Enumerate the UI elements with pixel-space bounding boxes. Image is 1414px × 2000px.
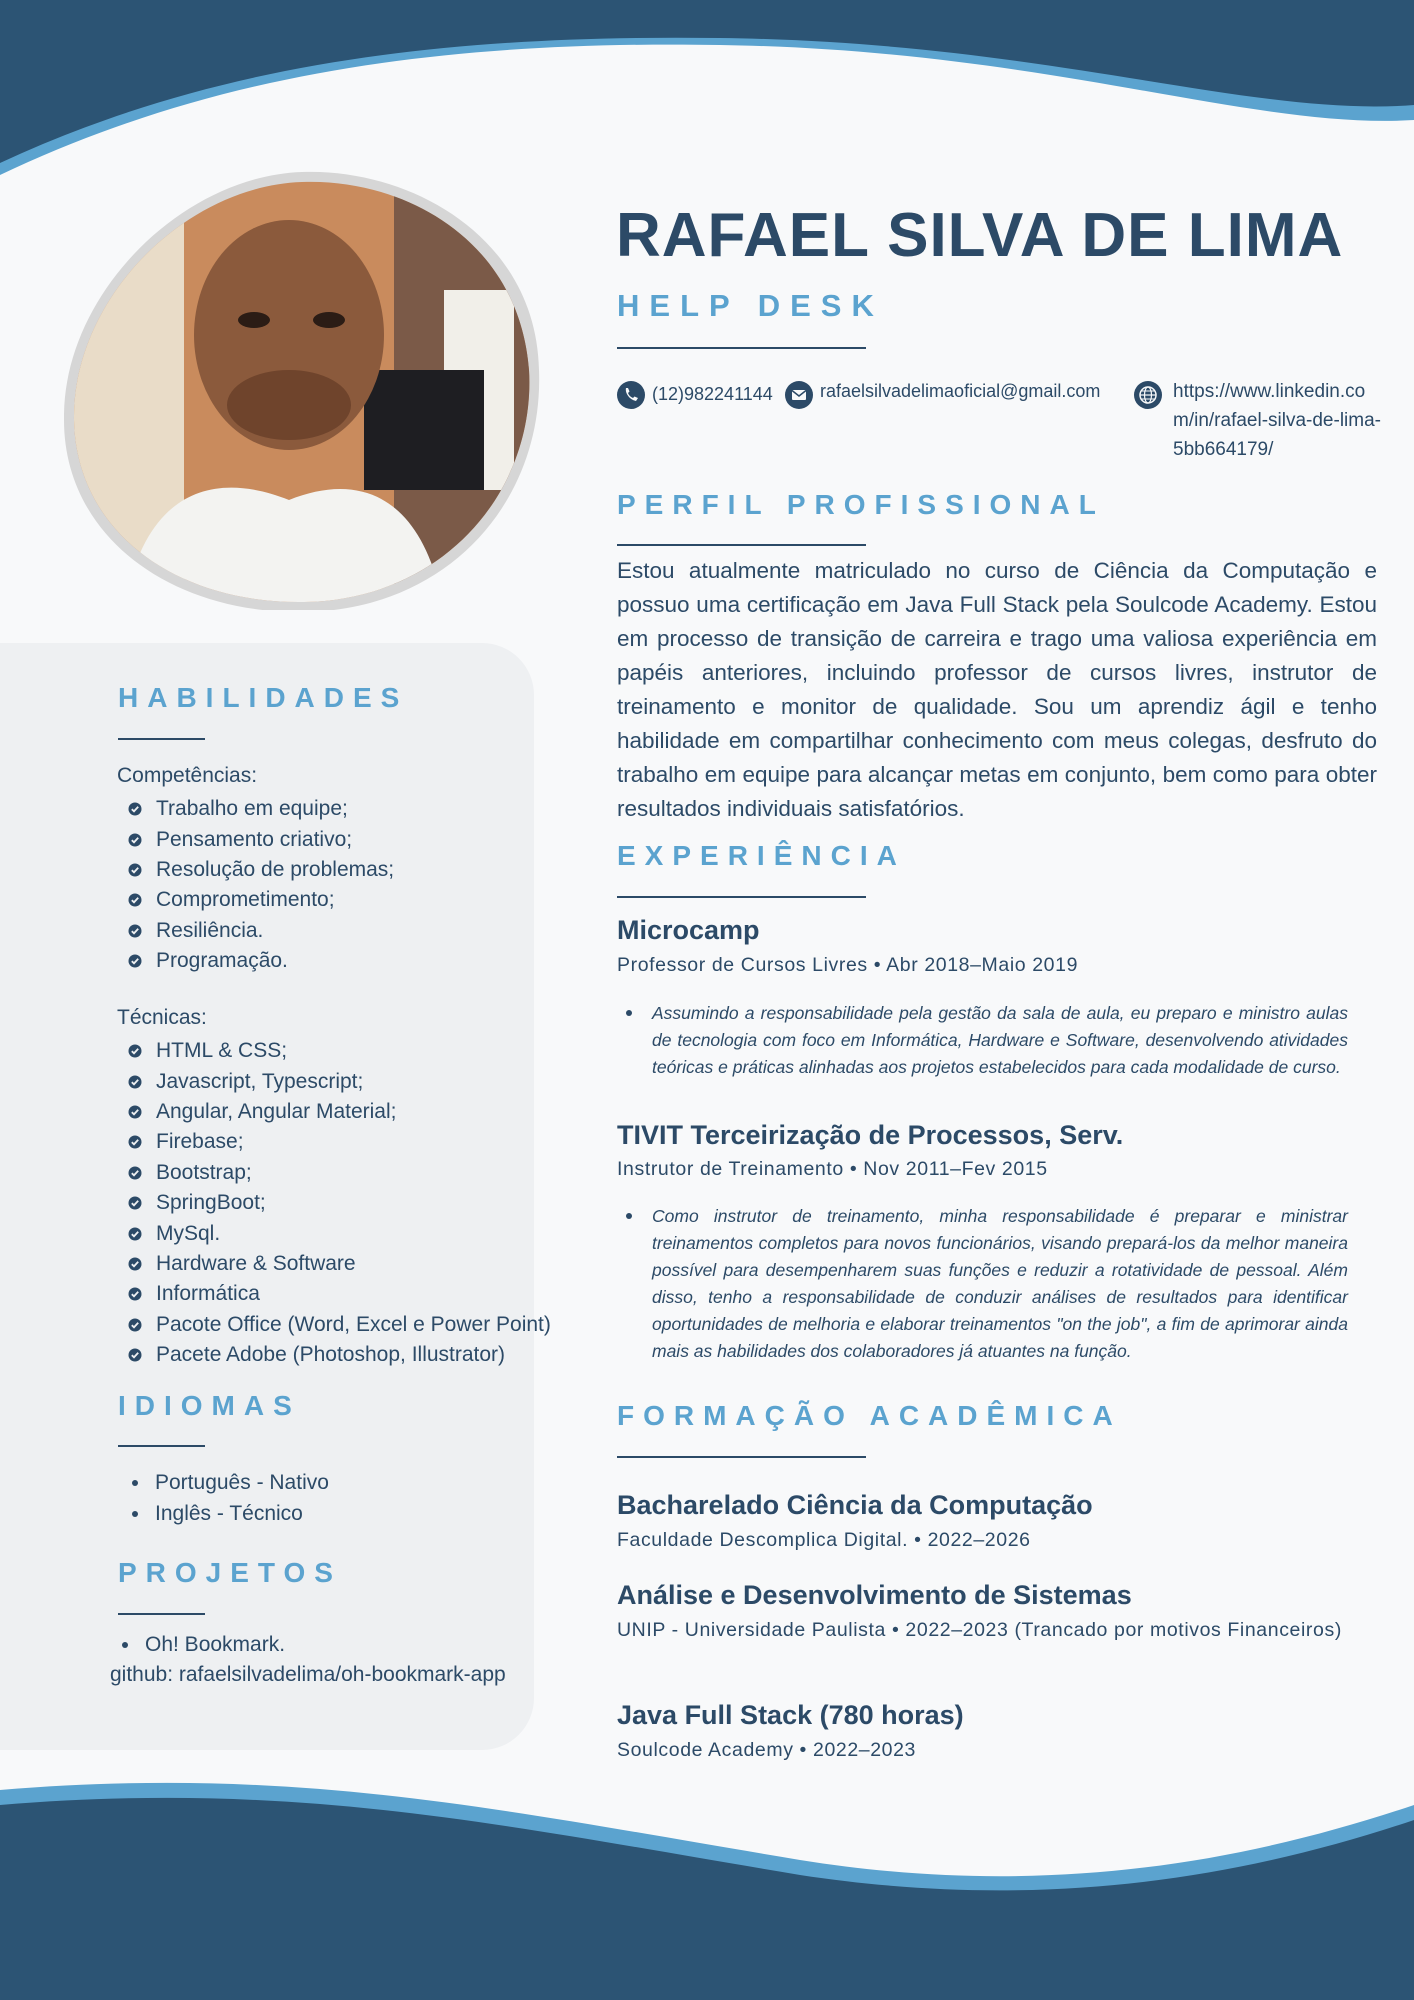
projects-section-title: PROJETOS — [118, 1557, 342, 1588]
list-item — [128, 794, 394, 824]
contact-phone[interactable] — [616, 380, 773, 410]
skill-label: Pacete Adobe (Photoshop, Illustrator) — [156, 1343, 506, 1367]
phone-icon — [616, 380, 646, 410]
list-item — [128, 1158, 551, 1188]
list-item — [122, 1630, 285, 1660]
list-item — [128, 1036, 551, 1066]
job-company: Microcamp — [617, 915, 760, 945]
check-circle-icon — [128, 1196, 142, 1210]
check-circle-icon — [128, 1166, 142, 1180]
list-item — [128, 1188, 551, 1218]
languages-list — [132, 1468, 329, 1529]
competencias-label: Competências: — [117, 764, 258, 787]
check-circle-icon — [128, 802, 142, 816]
phone-number: (12)982241144 — [652, 384, 773, 404]
skills-section-title: HABILIDADES — [118, 682, 409, 713]
linkedin-line: https://www.linkedin.co — [1173, 381, 1366, 402]
projects-list — [122, 1630, 285, 1660]
skill-label: Pensamento criativo; — [156, 827, 353, 851]
check-circle-icon — [128, 1044, 142, 1058]
check-circle-icon — [128, 1105, 142, 1119]
check-circle-icon — [128, 1318, 142, 1332]
list-item — [128, 855, 394, 885]
bullet-dot — [626, 1213, 632, 1219]
check-circle-icon — [128, 954, 142, 968]
check-circle-icon — [128, 1227, 142, 1241]
education-meta: Soulcode Academy • 2022–2023 — [617, 1739, 917, 1761]
skills-title-underline — [118, 738, 205, 740]
job-description-text: Assumindo a responsabilidade pela gestão da sala de aula, eu preparo e ministro aulas de tecnologia com foco em Informática, Hardware e Software, desenvolvendo atividades teóricas e práticas alinhadas aos projetos estabelecidos para cada modalidade de curso. — [652, 1003, 1348, 1077]
profile-photo — [64, 170, 540, 610]
profile-summary: Estou atualmente matriculado no curso de Ciência da Computação e possuo uma certificação em Java Full Stack pela Soulcode Academy. Estou em processo de transição de carreira e trago uma valiosa experiência em papéis anteriores, incluindo professor de cursos livres, instrutor de treinamento e monitor de qualidade. Sou um aprendiz ágil e tenho habilidade em compartilhar conhecimento com meus colegas, desfruto do trabalho em equipe para alcançar metas em conjunto, bem como para obter resultados individuais satisfatórios. — [617, 558, 1377, 821]
check-circle-icon — [128, 924, 142, 938]
education-meta: UNIP - Universidade Paulista • 2022–2023 (Trancado por motivos Financeiros) — [617, 1619, 1342, 1641]
job-description — [626, 1000, 1348, 1081]
skill-label: Javascript, Typescript; — [156, 1069, 364, 1093]
candidate-role: HELP DESK — [617, 288, 884, 323]
mail-icon — [784, 380, 814, 410]
list-item — [128, 1218, 551, 1248]
skill-label: Comprometimento; — [156, 888, 335, 912]
languages-title-underline — [118, 1445, 205, 1447]
job-description — [626, 1203, 1348, 1365]
check-circle-icon — [128, 1287, 142, 1301]
linkedin-url — [1173, 377, 1381, 464]
job-company: TIVIT Terceirização de Processos, Serv. — [617, 1120, 1124, 1150]
skill-label: Trabalho em equipe; — [156, 797, 348, 821]
projects-title-underline — [118, 1613, 205, 1615]
list-item — [128, 1249, 551, 1279]
skill-label: SpringBoot; — [156, 1191, 266, 1215]
profile-title-underline — [617, 544, 866, 546]
skill-label: Resolução de problemas; — [156, 857, 395, 881]
email-address: rafaelsilvadelimaoficial@gmail.com — [820, 381, 1101, 401]
skill-label: Resiliência. — [156, 918, 264, 942]
linkedin-line: m/in/rafael-silva-de-lima- — [1173, 410, 1381, 431]
skill-label: HTML & CSS; — [156, 1039, 288, 1063]
language-label: Português - Nativo — [155, 1471, 329, 1495]
education-degree: Java Full Stack (780 horas) — [617, 1700, 964, 1730]
contact-linkedin[interactable] — [1133, 380, 1381, 464]
header-underline — [617, 347, 866, 349]
education-degree: Bacharelado Ciência da Computação — [617, 1490, 1093, 1520]
skill-label: Programação. — [156, 949, 288, 973]
contact-email[interactable] — [784, 380, 1100, 410]
list-item — [128, 824, 394, 854]
skill-label: Angular, Angular Material; — [156, 1099, 397, 1123]
list-item — [128, 1310, 551, 1340]
check-circle-icon — [128, 1257, 142, 1271]
check-circle-icon — [128, 833, 142, 847]
check-circle-icon — [128, 1075, 142, 1089]
list-item — [132, 1468, 329, 1498]
tecnicas-list — [128, 1036, 551, 1370]
bullet-dot — [122, 1642, 128, 1648]
job-meta: Professor de Cursos Livres • Abr 2018–Maio 2019 — [617, 954, 1079, 976]
bullet-dot — [132, 1511, 138, 1517]
experience-section-title: EXPERIÊNCIA — [617, 840, 906, 871]
experience-title-underline — [617, 896, 866, 898]
list-item — [132, 1498, 329, 1528]
skill-label: MySql. — [156, 1221, 221, 1245]
bullet-dot — [626, 1010, 632, 1016]
education-title-underline — [617, 1456, 866, 1458]
skill-label: Informática — [156, 1282, 260, 1306]
languages-section-title: IDIOMAS — [118, 1390, 301, 1421]
education-degree: Análise e Desenvolvimento de Sistemas — [617, 1580, 1132, 1610]
candidate-name: RAFAEL SILVA DE LIMA — [616, 201, 1344, 270]
globe-icon — [1133, 380, 1163, 410]
profile-section-title: PERFIL PROFISSIONAL — [617, 489, 1105, 520]
language-label: Inglês - Técnico — [155, 1501, 303, 1525]
project-name: Oh! Bookmark. — [145, 1633, 286, 1657]
education-meta: Faculdade Descomplica Digital. • 2022–2026 — [617, 1529, 1031, 1551]
list-item — [128, 916, 394, 946]
tecnicas-label: Técnicas: — [117, 1006, 207, 1029]
list-item — [128, 885, 394, 915]
list-item — [128, 1279, 551, 1309]
job-description-text: Como instrutor de treinamento, minha responsabilidade é preparar e ministrar treinamentos completos para novos funcionários, visando prepará-los da melhor maneira possível para desempenharem suas funções e reduzir a rotatividade de pessoal. Além disso, tenho a responsabilidade de conduzir análises de resultados para identificar oportunidades de melhoria e elaborar treinamentos "on the job", a fim de aprimorar ainda mais as habilidades dos colaboradores já atuantes na função. — [652, 1206, 1348, 1361]
bullet-dot — [132, 1480, 138, 1486]
skill-label: Hardware & Software — [156, 1251, 356, 1275]
skill-label: Bootstrap; — [156, 1160, 252, 1184]
list-item — [128, 1340, 551, 1370]
job-meta: Instrutor de Treinamento • Nov 2011–Fev 2015 — [617, 1158, 1048, 1180]
skill-label: Firebase; — [156, 1130, 244, 1154]
list-item — [128, 1066, 551, 1096]
list-item — [128, 1097, 551, 1127]
bottom-wave-decoration — [0, 1750, 1414, 2000]
check-circle-icon — [128, 893, 142, 907]
list-item — [128, 946, 394, 976]
linkedin-line: 5bb664179/ — [1173, 439, 1274, 460]
check-circle-icon — [128, 863, 142, 877]
project-github-link[interactable]: github: rafaelsilvadelima/oh-bookmark-app — [110, 1663, 506, 1686]
check-circle-icon — [128, 1348, 142, 1362]
list-item — [128, 1127, 551, 1157]
skill-label: Pacote Office (Word, Excel e Power Point) — [156, 1312, 551, 1336]
competencias-list — [128, 794, 394, 976]
check-circle-icon — [128, 1135, 142, 1149]
education-section-title: FORMAÇÃO ACADÊMICA — [617, 1400, 1122, 1431]
